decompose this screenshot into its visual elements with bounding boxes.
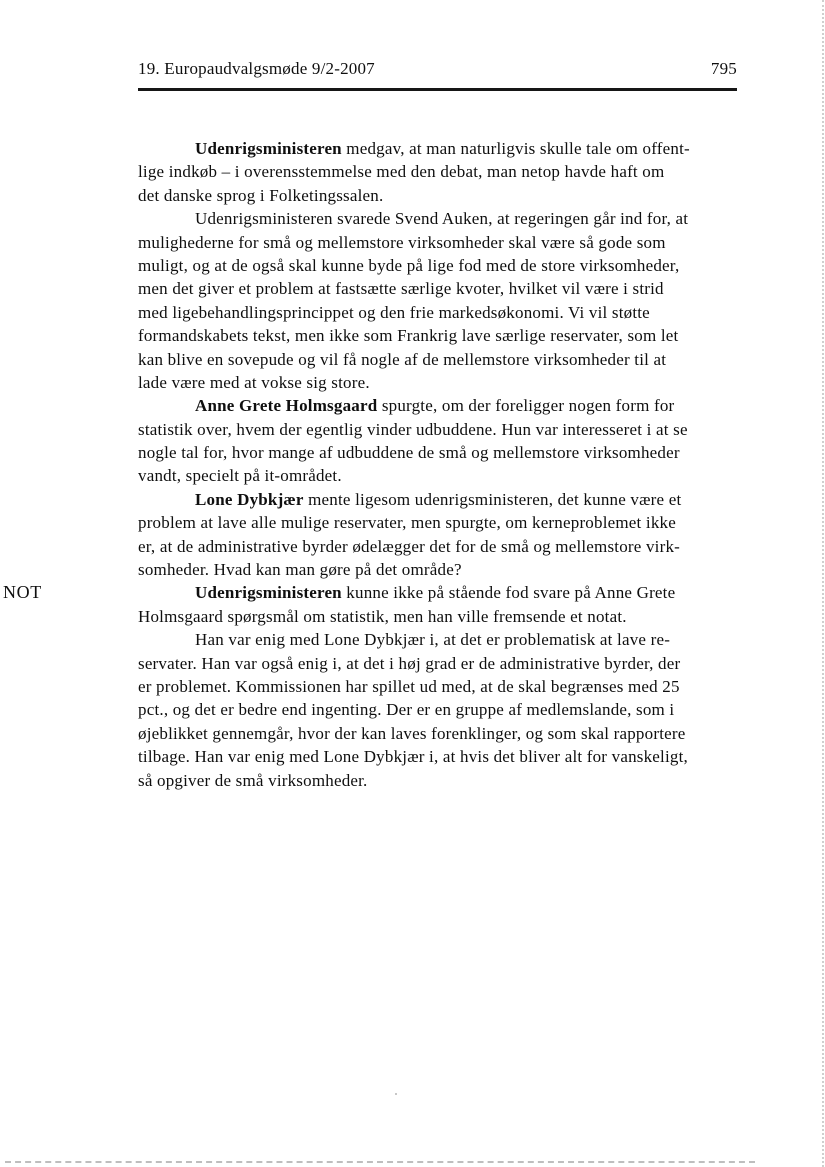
text-line: lade være med at vokse sig store. xyxy=(138,372,370,392)
text-line: formandskabets tekst, men ikke som Frankrig lave særlige reservater, som let xyxy=(138,326,679,346)
margin-note: NOT xyxy=(3,582,42,603)
text-line: Han var enig med Lone Dybkjær i, at det er problematisk at lave re- xyxy=(195,630,671,650)
speaker-name: Anne Grete Holmsgaard xyxy=(195,396,378,416)
text-line: er, at de administrative byrder ødelægger det for de små og mellemstore virk- xyxy=(138,536,681,556)
paragraph xyxy=(3,581,737,628)
paragraph xyxy=(138,137,737,207)
text-line: pct., og det er bedre end ingenting. Der er en gruppe af medlemslande, som i xyxy=(138,700,675,720)
text-line: kan blive en sovepude og vil få nogle af de mellemstore virksomheder til at xyxy=(138,349,667,369)
document-body xyxy=(3,137,737,792)
text-line: Anne Grete Holmsgaard spurgte, om der foreligger nogen form for xyxy=(195,396,675,416)
text-line: problem at lave alle mulige reservater, men spurgte, om kerneproblemet ikke xyxy=(138,513,676,533)
paragraph xyxy=(138,207,737,394)
text-line: øjeblikket gennemgår, hvor der kan laves forenklinger, og som skal rapportere xyxy=(138,723,686,743)
scan-artifact-dot xyxy=(395,1093,397,1095)
speaker-name: Udenrigsministeren xyxy=(195,139,342,158)
text-line: Udenrigsministeren medgav, at man naturligvis skulle tale om offent- xyxy=(195,139,690,158)
text-line: mulighederne for små og mellemstore virksomheder skal være så gode som xyxy=(138,232,666,252)
header-rule xyxy=(138,88,737,91)
paragraph xyxy=(138,628,737,792)
scan-artifact-right-edge xyxy=(822,0,824,1167)
text-line: nogle tal for, hvor mange af udbuddene de små og mellemstore virksomheder xyxy=(138,443,680,463)
page-number: 795 xyxy=(710,59,737,78)
text-line: er problemet. Kommissionen har spillet ud med, at de skal begrænses med 25 xyxy=(138,676,680,696)
text-line: så opgiver de små virksomheder. xyxy=(138,770,368,790)
text-line: servater. Han var også enig i, at det i høj grad er de administrative byrder, der xyxy=(138,653,681,673)
text-line: men det giver et problem at fastsætte særlige kvoter, hvilket vil være i strid xyxy=(138,279,664,299)
text-line: med ligebehandlingsprincippet og den frie markedsøkonomi. Vi vil støtte xyxy=(138,302,650,322)
speaker-name: Udenrigsministeren xyxy=(195,583,342,603)
paragraph xyxy=(138,488,737,582)
text-line: vandt, specielt på it-området. xyxy=(138,466,342,486)
text-line: det danske sprog i Folketingssalen. xyxy=(138,185,384,205)
page-header xyxy=(138,59,737,79)
text-line: lige indkøb – i overensstemmelse med den debat, man netop havde haft om xyxy=(138,162,665,182)
text-line: Lone Dybkjær mente ligesom udenrigsministeren, det kunne være et xyxy=(195,489,682,509)
text-line: statistik over, hvem der egentlig vinder udbuddene. Hun var interesseret i at se xyxy=(138,419,688,439)
text-line: NOT Udenrigsministeren kunne ikke på stående fod svare på Anne Grete xyxy=(138,581,737,604)
speaker-name: Lone Dybkjær xyxy=(195,489,304,509)
header-title: 19. Europaudvalgsmøde 9/2-2007 xyxy=(138,59,375,78)
text-line: somheder. Hvad kan man gøre på det område? xyxy=(138,560,462,580)
text-line: Udenrigsministeren svarede Svend Auken, at regeringen går ind for, at xyxy=(195,209,689,229)
scan-artifact-bottom-edge xyxy=(5,1161,755,1163)
paragraph xyxy=(138,394,737,488)
text-line: muligt, og at de også skal kunne byde på lige fod med de store virksomheder, xyxy=(138,255,680,275)
text-line: tilbage. Han var enig med Lone Dybkjær i, at hvis det bliver alt for vanskeligt, xyxy=(138,747,688,767)
text-line: Holmsgaard spørgsmål om statistik, men han ville fremsende et notat. xyxy=(138,606,627,626)
